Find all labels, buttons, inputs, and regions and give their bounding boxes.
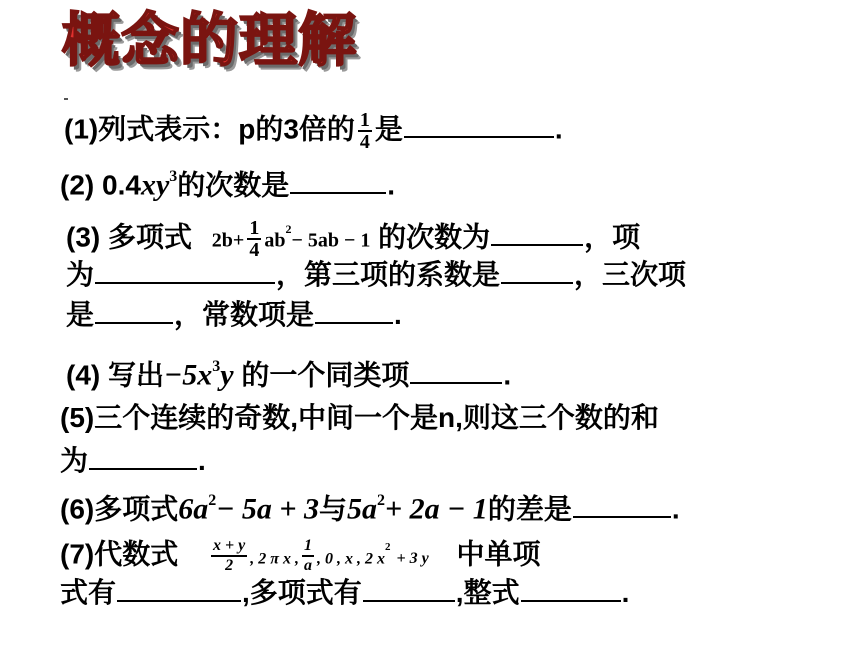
q1-prefix: (1)列式表示：p的3倍的 (64, 113, 355, 145)
q6-expr-2: 5a (347, 492, 378, 526)
q5-line-1: (5)三个连续的奇数,中间一个是n,则这三个数的和 (60, 402, 659, 433)
q1-frac-den: 4 (359, 131, 370, 153)
q6-exp-2: 2 (377, 492, 386, 509)
question-3-line-1 (66, 214, 640, 260)
q7-term-2: , 2 π x , (250, 550, 299, 568)
q4-expr: −5x (164, 358, 213, 392)
q1-suffix: 是 (374, 113, 403, 145)
q7-f2-num: 1 (302, 537, 314, 557)
q3-degree-blank[interactable] (491, 218, 583, 246)
q2-end: . (387, 169, 396, 201)
q4-prefix: (4) 写出 (66, 359, 165, 391)
q3-term-1: 2b (211, 229, 233, 252)
q1-end: . (554, 113, 563, 145)
q3-term-3: − 5ab − 1 (291, 229, 371, 252)
question-1 (64, 110, 563, 152)
q3-plus: + (232, 229, 245, 252)
q3-term-2: ab (264, 229, 286, 252)
question-4 (66, 352, 511, 393)
question-6 (60, 486, 680, 527)
q6-answer-blank[interactable] (573, 490, 671, 518)
q7-f1-den: 2 (225, 556, 234, 574)
q7-term-3-exp: 2 (384, 541, 391, 553)
q3-prefix: (3) 多项式 (66, 221, 193, 253)
q6-expr-1: 6a (178, 492, 209, 526)
q3-term-2-exp: 2 (285, 222, 292, 236)
q5-end: . (198, 445, 206, 476)
q6-suffix: 的差是 (487, 493, 572, 525)
question-2 (60, 162, 395, 203)
question-5-line-2 (60, 442, 206, 479)
q7-f2-den: a (303, 556, 312, 574)
q7-f1-num: x + y (211, 537, 247, 557)
q3-mid: 的次数为 (378, 221, 491, 253)
q7-fraction-1 (211, 537, 247, 575)
q7-l2-mid: ,多项式有 (242, 577, 362, 608)
q2-answer-blank[interactable] (290, 166, 386, 194)
q6-mid: 与 (319, 493, 348, 525)
q6-exp-1: 2 (208, 492, 217, 509)
q5-answer-blank[interactable] (89, 442, 197, 470)
q4-exp: 3 (212, 358, 221, 375)
q3-l3-mid: ，常数项是 (174, 299, 315, 330)
q3-l2-mid: ，第三项的系数是 (276, 259, 501, 290)
q7-l2-mid2: ,整式 (455, 577, 520, 608)
q7-l2-start: 式有 (60, 577, 117, 608)
q4-end: . (503, 359, 512, 391)
q2-var: xy (140, 168, 170, 202)
q6-end: . (671, 493, 680, 525)
q6-expr-2b: + 2a − 1 (385, 492, 488, 526)
q3-constant-blank[interactable] (315, 296, 393, 324)
question-3-line-2 (66, 256, 686, 293)
q1-frac-num: 1 (359, 109, 370, 131)
q3-end: . (394, 299, 402, 330)
q6-prefix: (6)多项式 (60, 493, 179, 525)
q7-integral-blank[interactable] (521, 574, 621, 602)
question-3-line-3 (66, 296, 402, 333)
q4-suffix: 的一个同类项 (241, 359, 410, 391)
q3-comma-xiang: ，项 (584, 221, 641, 253)
q3-terms-blank[interactable] (95, 256, 275, 284)
question-7-line-2 (60, 574, 629, 611)
q7-prefix: (7)代数式 (60, 538, 179, 570)
q1-fraction (358, 110, 372, 152)
q7-suffix: 中单项 (456, 538, 541, 570)
q7-term-3: , 0 , x , 2 x (316, 550, 385, 568)
q3-l3-start: 是 (66, 299, 95, 330)
q4-var: y (220, 358, 234, 392)
q7-end: . (621, 577, 630, 608)
q7-monomial-blank[interactable] (117, 574, 241, 602)
q3-fraction (247, 218, 261, 260)
q1-answer-blank[interactable] (404, 110, 554, 138)
marker-dot (64, 98, 68, 100)
q4-answer-blank[interactable] (410, 356, 502, 384)
q2-prefix: (2) 0.4 (60, 169, 141, 201)
question-7-line-1 (60, 532, 540, 577)
q3-l2-start: 为 (66, 259, 95, 290)
q3-frac-num: 1 (249, 216, 260, 239)
q2-suffix: 的次数是 (177, 169, 290, 201)
question-5-line-1 (60, 400, 659, 436)
q7-term-4: + 3 y (396, 550, 429, 568)
q2-exp: 3 (169, 168, 178, 185)
page-title: 概念的理解 (62, 6, 358, 74)
q7-fraction-2 (302, 537, 314, 575)
q3-frac-den: 4 (249, 238, 260, 261)
q5-l2-start: 为 (60, 445, 89, 476)
q3-coefficient-blank[interactable] (501, 256, 573, 284)
q3-cubic-blank[interactable] (95, 296, 173, 324)
q7-polynomial-blank[interactable] (363, 574, 455, 602)
q3-l2-end: ，三次项 (574, 259, 687, 290)
q6-expr-1b: − 5a + 3 (216, 492, 320, 526)
